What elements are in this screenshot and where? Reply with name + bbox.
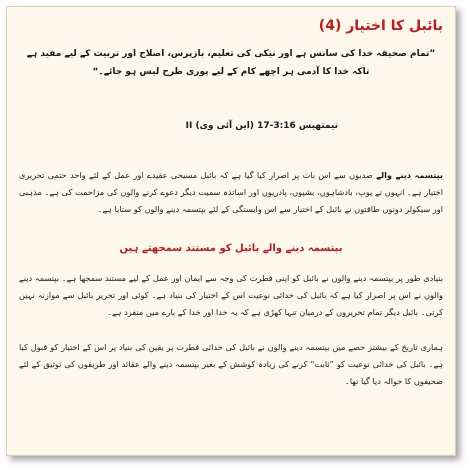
paragraph-1-lead: بپتسمہ دینے والے — [376, 170, 443, 180]
paragraph-2: بنیادی طور پر بپتسمہ دینے والوں نے بائبل کو اپنی فطرت کی وجہ سے ایمان اور عمل کے لیے مستند سمجھا ہے۔ بپتسمہ دینے والوں نے اس پر اصرار کیا ہے کہ بائبل کی خدائی نوعیت اس کے اختیار کی بنیاد ہے۔ کوئی اور تحریر بائبل سے موازنہ نہیں کرتی۔ بائبل دیگر تمام تحریروں کے درمیان تنہا کھڑی ہے کہ یہ خدا اور خدا کے بارے میں منفرد ہے۔ — [19, 273, 443, 317]
paragraph-3: ہماری تاریخ کے بیشتر حصے میں بپتسمہ دینے والوں نے بائبل کی خدائی فطرت پر یقین کی بنیاد پر اس کے اختیار کو قبول کیا ہے۔ بائبل کی خدائی نوعیت کو ”ثابت“ کرنے کی زیادہ کوشش کے بغیر بپتسمہ دینے والے عقائد اور طریقوں کی توثیق کے لئے صحیفوں کا حوالہ دیا گیا تھا۔ — [19, 342, 443, 386]
page-title: بائبل کا اختیار (4) — [318, 18, 443, 34]
scripture-reference: تیمتھیس 3:16-17 (این آئی وی) II — [185, 121, 338, 131]
scripture-quote: ”تمام صحیفہ خدا کی سانس ہے اور نیکی کی تعلیم، بازپرس، اصلاح اور تربیت کے لیے مفید ہے تاکہ خدا کا آدمی ہر اچھے کام کے لیے پوری طرح لیس ہو جائے۔“ — [26, 49, 436, 77]
section-heading: بپتسمہ دینے والے بائبل کو مستند سمجھتے ہیں — [119, 243, 343, 254]
document-page — [6, 6, 456, 456]
paragraph-1 — [19, 167, 443, 218]
paragraph-1-text: صدیوں سے اس بات پر اصرار کیا گیا ہے کہ بائبل مسیحی عقیدے اور عمل کے لئے واحد حتمی تحریری اختیار ہے۔ انہوں نے پوپ، بادشاہوں، بشپوں، پادریوں اور اساتذہ سمیت دیگر دعوے کرنے والوں کی مزاحمت کی ہے۔ مذہبی اور سیکولر دونوں طاقتوں نے بائبل کے اختیار سے اس وابستگی کے لئے بپتسمہ دینے والوں کو ستایا ہے۔ — [19, 170, 443, 214]
